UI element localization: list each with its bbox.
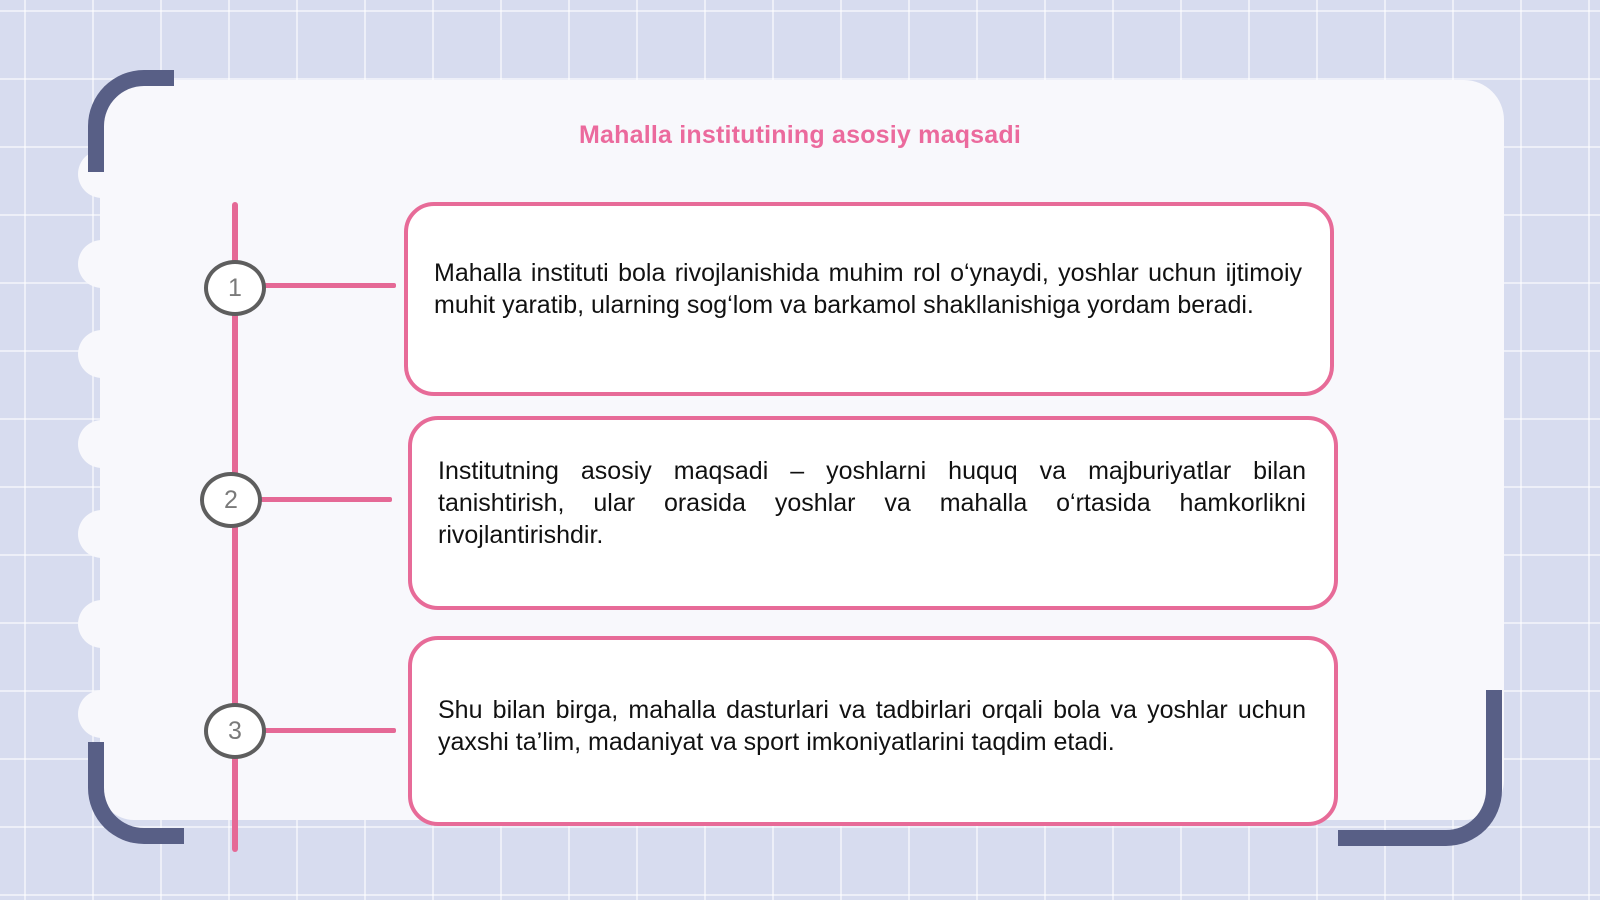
paper-tab (78, 420, 126, 468)
paper-tab (78, 510, 126, 558)
step-card-1 (404, 202, 1334, 396)
paper-tab (78, 240, 126, 288)
step-number-2: 2 (200, 472, 262, 528)
step-number-3: 3 (204, 703, 266, 759)
step-text-2: Institutning asosiy maqsadi – yoshlarni huquq va majburiyatlar bilan tanishtirish, ular orasida yoshlar va mahalla o‘rtasida hamkorlikni rivojlantirishdir. (438, 457, 1306, 549)
paper-tab (78, 690, 126, 738)
step-connector-2 (258, 497, 392, 502)
step-number-1: 1 (204, 260, 266, 316)
step-text-3: Shu bilan birga, mahalla dasturlari va tadbirlari orqali bola va yoshlar uchun yaxshi ta’lim, madaniyat va sport imkoniyatlarini taqdim etadi. (438, 696, 1306, 756)
slide-title: Mahalla institutining asosiy maqsadi (578, 121, 1021, 149)
paper-tab (78, 600, 126, 648)
paper-tab (78, 330, 126, 378)
frame-corner-bottom-right (1338, 690, 1502, 846)
step-connector-1 (262, 283, 396, 288)
step-connector-3 (262, 728, 396, 733)
step-card-2 (408, 416, 1338, 610)
step-text-1: Mahalla instituti bola rivojlanishida muhim rol o‘ynaydi, yoshlar uchun ijtimoiy muhit yaratib, ularning sog‘lom va barkamol shakllanishiga yordam beradi. (434, 259, 1302, 319)
frame-corner-bottom-left (88, 742, 184, 844)
step-card-3 (408, 636, 1338, 826)
